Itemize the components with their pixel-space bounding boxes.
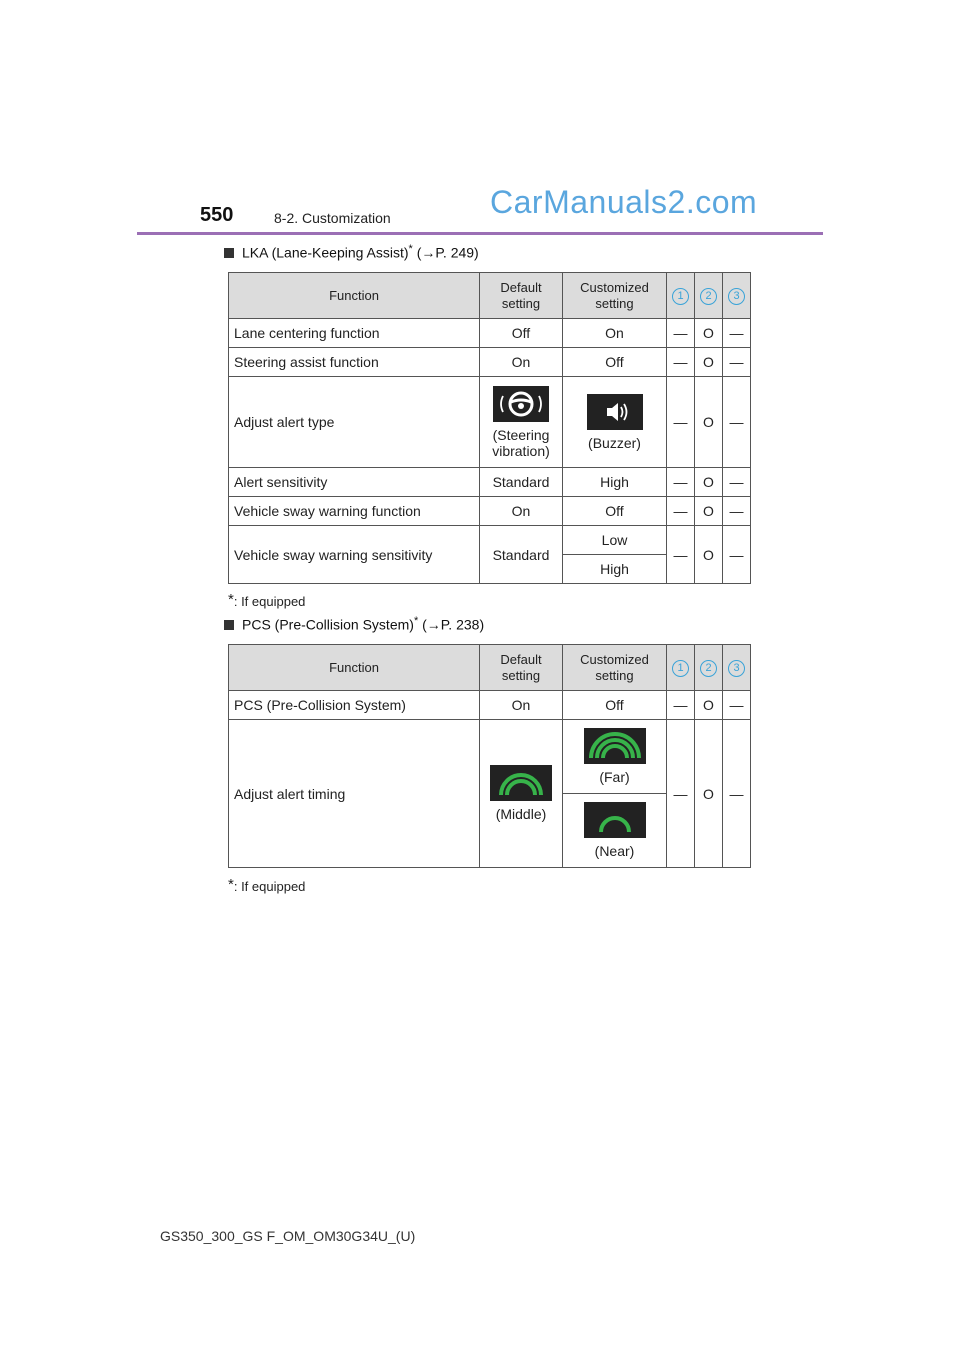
table-header-row [229,645,751,691]
buzzer-cell: (Buzzer) [563,377,667,468]
far-cell: (Far) [563,720,667,794]
pcs-heading-star: * [413,615,419,627]
steering-vibration-cell: (Steering vibration) [480,377,563,468]
lka-table [228,272,751,584]
lka-heading-star: * [408,243,413,255]
table-row: Vehicle sway warning sensitivity Standard Low — O — [229,526,751,555]
lka-footnote: *: If equipped [228,591,306,609]
pcs-footnote: *: If equipped [228,876,306,894]
col-1: 1 [667,273,695,319]
table-row: High [229,555,751,584]
lka-heading-text: LKA (Lane-Keeping Assist) [242,244,409,261]
table-row: PCS (Pre-Collision System) On Off — O — [229,691,751,720]
speaker-icon [587,394,643,430]
radar-arcs-far-icon [584,728,646,764]
table-row: Lane centering function Off On — O — [229,319,751,348]
col-default: Default setting [480,645,563,691]
col-function: Function [229,273,480,319]
lka-heading [224,243,479,261]
radar-arcs-near-icon [584,802,646,838]
middle-cell: (Middle) [480,720,563,868]
col-3: 3 [723,645,751,691]
table-row: Adjust alert timing (Middle) (Far) — O — [229,720,751,794]
section-title: 8-2. Customization [274,210,391,226]
steering-wheel-icon [493,386,549,422]
table-row: Steering assist function On Off — O — [229,348,751,377]
near-cell: (Near) [563,794,667,868]
lka-heading-ref: (→P. 249) [412,244,479,261]
pcs-heading [224,615,484,633]
page-number: 550 [200,204,234,226]
col-default: Default setting [480,273,563,319]
pcs-table [228,644,751,868]
col-2: 2 [695,645,723,691]
square-bullet-icon [224,620,234,630]
col-customized: Customized setting [563,645,667,691]
footer-doc-id: GS350_300_GS F_OM_OM30G34U_(U) [160,1228,416,1244]
pcs-heading-ref: (→P. 238) [418,616,485,633]
table-row: Adjust alert type (Steering vibration) (Buzzer) — O — [229,377,751,468]
table-row: Vehicle sway warning function On Off — O — [229,497,751,526]
table-header-row [229,273,751,319]
radar-arcs-middle-icon [490,765,552,801]
header-rule [137,232,823,235]
pcs-heading-text: PCS (Pre-Collision System) [242,616,414,633]
col-customized: Customized setting [563,273,667,319]
table-row: Alert sensitivity Standard High — O — [229,468,751,497]
square-bullet-icon [224,248,234,258]
col-1: 1 [667,645,695,691]
watermark: CarManuals2.com [490,184,758,220]
col-3: 3 [723,273,751,319]
col-function: Function [229,645,480,691]
col-2: 2 [695,273,723,319]
